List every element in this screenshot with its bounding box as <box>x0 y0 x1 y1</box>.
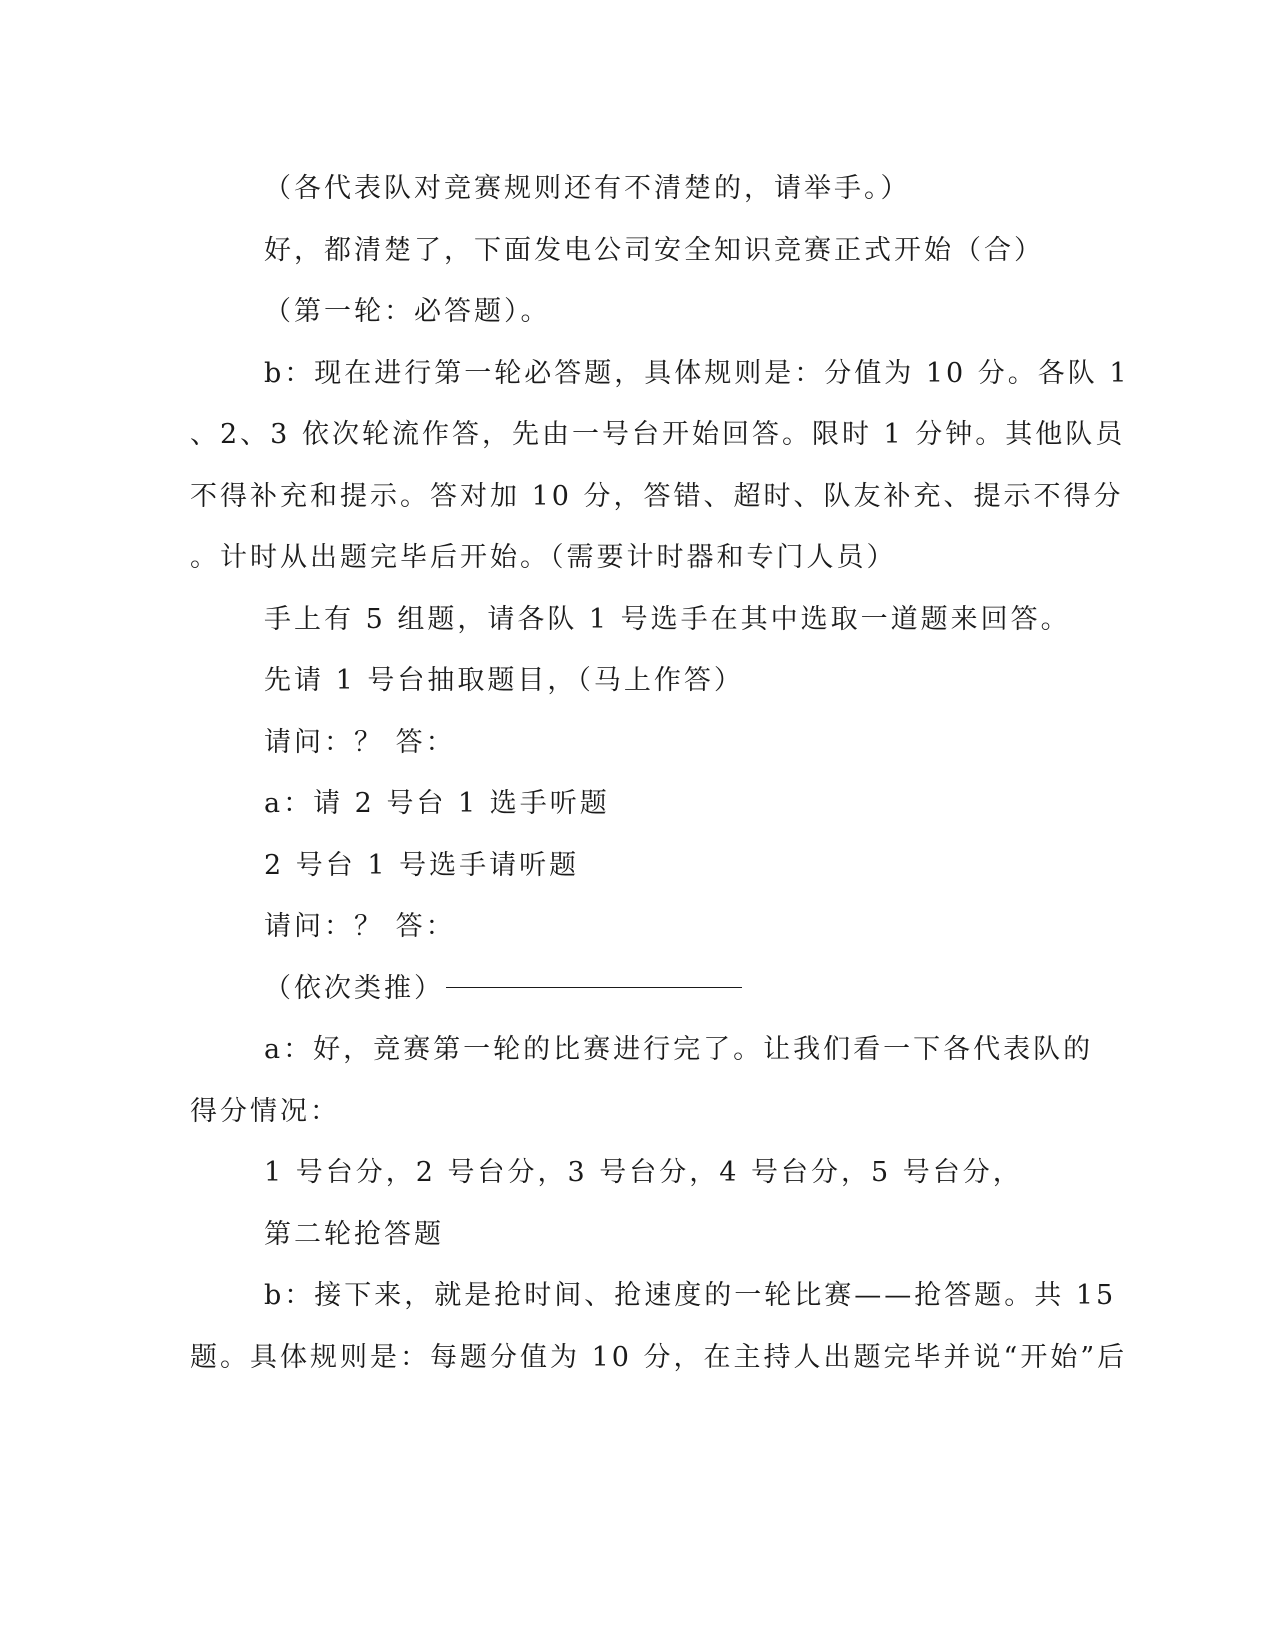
paragraph-line: （各代表队对竞赛规则还有不清楚的，请举手。） <box>264 173 911 204</box>
paragraph-line: b：现在进行第一轮必答题，具体规则是：分值为 10 分。各队 1 <box>264 357 1130 389</box>
horizontal-rule <box>446 987 742 988</box>
paragraph-line: 2 号台 1 号选手请听题 <box>264 849 580 881</box>
paragraph-line: 好，都清楚了，下面发电公司安全知识竞赛正式开始（合） <box>264 234 1044 266</box>
paragraph-line: 不得补充和提示。答对加 10 分，答错、超时、队友补充、提示不得分 <box>190 480 1124 512</box>
paragraph-line: 请问：？ 答： <box>264 911 456 942</box>
paragraph-line: （第一轮：必答题）。 <box>264 296 551 327</box>
paragraph-line: 先请 1 号台抽取题目，（马上作答） <box>264 665 744 696</box>
paragraph-line: 1 号台分，2 号台分，3 号台分，4 号台分，5 号台分， <box>264 1157 1023 1188</box>
paragraph-line-with-rule <box>190 958 1080 1020</box>
paragraph-line: a：好，竞赛第一轮的比赛进行完了。让我们看一下各代表队的 <box>264 1034 1094 1065</box>
paragraph-line: 请问：？ 答： <box>264 726 456 758</box>
paragraph-line: 手上有 5 组题，请各队 1 号选手在其中选取一道题来回答。 <box>264 603 1071 635</box>
paragraph-line: b：接下来，就是抢时间、抢速度的一轮比赛——抢答题。共 15 <box>264 1280 1117 1311</box>
paragraph-line: 。计时从出题完毕后开始。（需要计时器和专门人员） <box>190 542 897 573</box>
paragraph-line: 题。具体规则是：每题分值为 10 分，在主持人出题完毕并说“开始”后 <box>190 1341 1128 1373</box>
document-body <box>190 158 1130 1388</box>
paragraph-line: a：请 2 号台 1 选手听题 <box>264 788 610 819</box>
paragraph-line: 得分情况： <box>190 1095 340 1127</box>
paragraph-line: 第二轮抢答题 <box>264 1218 444 1250</box>
paragraph-line-text: （依次类推） <box>264 972 444 1004</box>
paragraph-line: 、2、3 依次轮流作答，先由一号台开始回答。限时 1 分钟。其他队员 <box>190 419 1126 450</box>
